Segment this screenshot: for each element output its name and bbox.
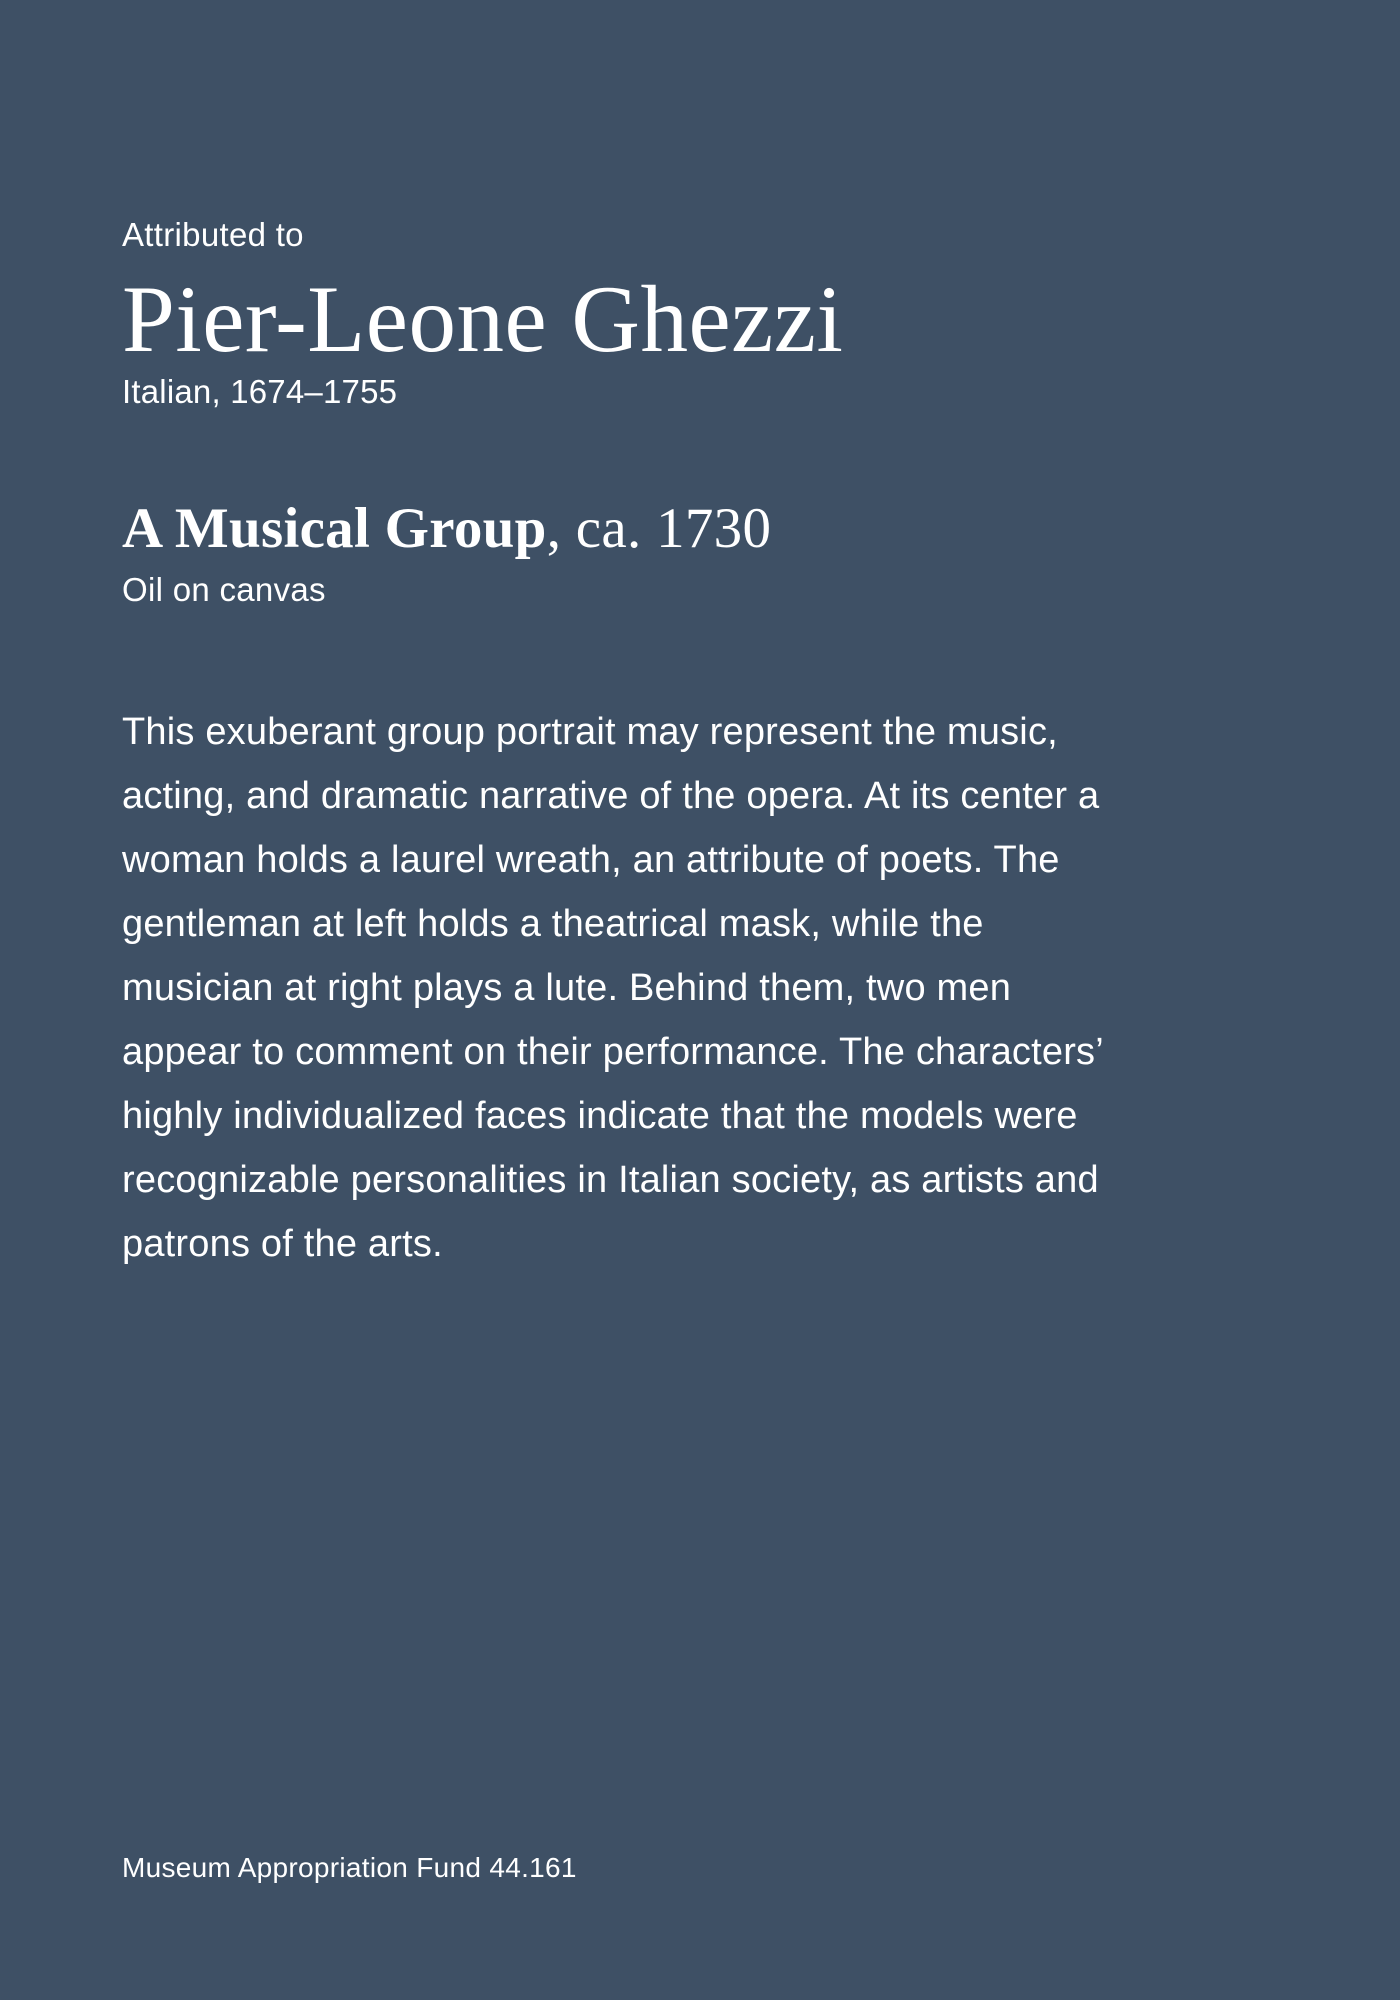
artist-nationality-dates: Italian, 1674–1755 <box>122 373 398 410</box>
artist-name: Pier-Leone Ghezzi <box>122 266 844 372</box>
artwork-title: A Musical Group <box>122 497 547 560</box>
artwork-medium: Oil on canvas <box>122 571 326 608</box>
artwork-title-line <box>122 496 771 562</box>
artwork-date: , ca. 1730 <box>546 497 772 560</box>
description-paragraph: This exuberant group portrait may represent the music, acting, and dramatic narrative of the opera. At its center a woman holds a laurel wreath, an attribute of poets. The gentleman at left holds a theatrical mask, while the musician at right plays a lute. Behind them, two men appear to comment on their performance. The characters’ highly individualized faces indicate that the models were recognizable personalities in Italian society, as artists and patrons of the arts. <box>122 711 1103 1265</box>
museum-wall-label <box>122 0 1282 2000</box>
credit-line: Museum Appropriation Fund 44.161 <box>122 1852 577 1883</box>
attribution-text: Attributed to <box>122 216 304 253</box>
artwork-description <box>122 700 1132 1276</box>
